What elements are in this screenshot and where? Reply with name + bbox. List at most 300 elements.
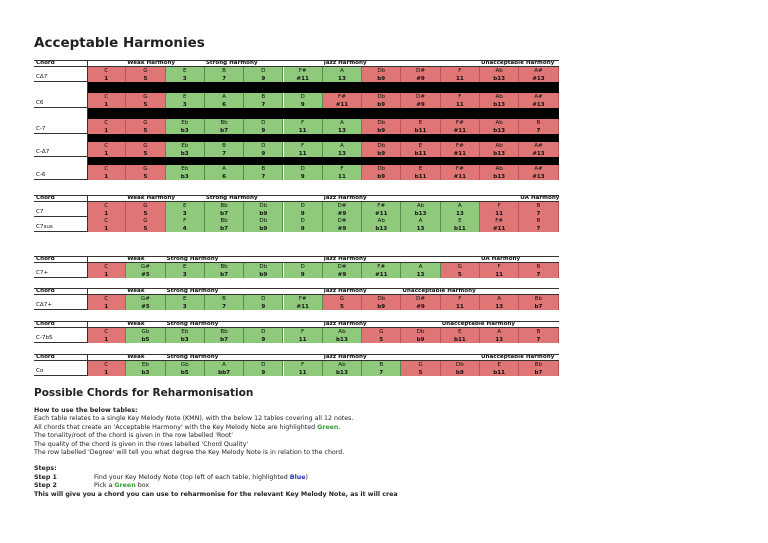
- degree: 9: [261, 75, 266, 82]
- note-name: C: [104, 218, 109, 224]
- note-name: A: [497, 296, 502, 302]
- harmony-cell: [87, 295, 126, 310]
- degree: 5: [143, 225, 148, 232]
- harmony-cell: [244, 263, 283, 278]
- degree: #9: [337, 225, 347, 232]
- degree: 9: [261, 336, 266, 343]
- harmony-cell: [166, 202, 205, 217]
- note-name: E: [458, 329, 462, 335]
- degree: 9: [261, 150, 266, 157]
- note-name: A: [222, 362, 226, 368]
- degree: b9: [259, 225, 268, 232]
- note-name: Gb: [180, 362, 189, 368]
- note-name: B: [261, 94, 266, 100]
- degree: b3: [180, 173, 189, 180]
- degree: #13: [532, 101, 545, 108]
- chord-name: C7: [34, 202, 87, 217]
- harmony-cell: [284, 165, 323, 180]
- degree: b11: [493, 369, 506, 376]
- harmony-cell: [244, 217, 283, 232]
- note-name: D: [261, 68, 266, 74]
- harmony-cell: [362, 165, 401, 180]
- degree: 5: [143, 210, 148, 217]
- degree: b13: [375, 225, 388, 232]
- harmony-cell: [441, 165, 480, 180]
- harmony-cell: [166, 165, 205, 180]
- degree: b3: [141, 369, 150, 376]
- note-name: E: [182, 68, 187, 74]
- note-name: G: [143, 120, 148, 126]
- note-name: G: [143, 166, 148, 172]
- table-border: [87, 354, 88, 376]
- note-name: B: [261, 166, 266, 172]
- degree: 1: [104, 303, 109, 310]
- harmony-cell: [205, 119, 244, 134]
- harmony-cell: [519, 263, 558, 278]
- harmony-cell: [519, 93, 558, 108]
- note-name: F: [301, 362, 305, 368]
- note-name: D#: [416, 68, 426, 74]
- note-name: E: [418, 120, 423, 126]
- degree: 7: [536, 210, 541, 217]
- harmony-cell: [87, 67, 126, 82]
- note-name: Eb: [181, 329, 189, 335]
- note-name: D#: [337, 218, 347, 224]
- harmony-cell: [87, 217, 126, 232]
- degree: b9: [259, 210, 268, 217]
- note-name: C: [104, 264, 109, 270]
- note-name: B: [536, 203, 541, 209]
- harmony-cell: [126, 165, 165, 180]
- note-name: D: [300, 203, 305, 209]
- degree: 5: [457, 271, 462, 278]
- degree: b3: [180, 336, 189, 343]
- harmony-cell: [87, 119, 126, 134]
- harmony-cell: [284, 263, 323, 278]
- note-name: Ab: [495, 68, 503, 74]
- degree: 6: [222, 173, 226, 180]
- note-name: Ab: [416, 203, 425, 209]
- note-name: D: [261, 296, 266, 302]
- degree: b3: [180, 127, 189, 134]
- note-name: G: [143, 143, 148, 149]
- how-line-1: Each table relates to a single Key Melody Note (KMN), with the below 12 tables covering all 12 notes.: [34, 415, 354, 423]
- degree: 1: [104, 173, 109, 180]
- harmony-cell: [126, 263, 165, 278]
- harmony-group-label: Strong Harmony: [205, 61, 258, 66]
- note-name: D#: [337, 203, 347, 209]
- degree: #11: [375, 271, 388, 278]
- harmony-cell: [362, 295, 401, 310]
- degree: 1: [104, 150, 109, 157]
- note-name: Ab: [377, 218, 385, 224]
- degree: b13: [493, 173, 506, 180]
- note-name: D: [300, 264, 305, 270]
- table-border: [87, 195, 88, 232]
- harmony-cell: [323, 93, 362, 108]
- degree: 9: [261, 303, 266, 310]
- harmony-cell: [244, 361, 283, 376]
- note-name: Db: [259, 264, 268, 270]
- degree: 7: [222, 75, 226, 82]
- degree: b13: [493, 101, 506, 108]
- note-name: C: [104, 296, 109, 302]
- table-border: [87, 321, 88, 343]
- degree: 7: [261, 173, 266, 180]
- harmony-cell: [519, 202, 558, 217]
- row-separator: [87, 134, 559, 142]
- note-name: D#: [416, 94, 426, 100]
- note-name: D: [300, 166, 305, 172]
- note-name: E: [418, 166, 423, 172]
- degree: #5: [141, 303, 150, 310]
- harmony-cell: [441, 263, 480, 278]
- note-name: G#: [140, 296, 150, 302]
- note-name: B: [222, 143, 226, 149]
- degree: 3: [182, 271, 187, 278]
- degree: 13: [416, 225, 425, 232]
- note-name: C: [104, 120, 109, 126]
- harmony-cell: [244, 328, 283, 343]
- note-name: F: [301, 329, 305, 335]
- chord-name: CΔ7+: [34, 295, 87, 310]
- harmony-cell: [205, 263, 244, 278]
- degree: b9: [416, 336, 425, 343]
- degree: b9: [259, 271, 268, 278]
- harmony-cell: [126, 67, 165, 82]
- how-line-2: All chords that create an 'Acceptable Harmony' with the Key Melody Note are highlighted Green.: [34, 423, 341, 431]
- harmony-cell: [519, 217, 558, 232]
- note-name: E: [182, 296, 187, 302]
- note-name: A: [340, 68, 344, 74]
- harmony-cell: [480, 361, 519, 376]
- harmony-cell: [126, 328, 165, 343]
- degree: #11: [453, 127, 467, 134]
- harmony-cell: [362, 217, 401, 232]
- degree: #11: [335, 101, 349, 108]
- harmony-cell: [205, 142, 244, 157]
- harmony-cell: [362, 93, 401, 108]
- note-name: Bb: [534, 362, 543, 368]
- degree: 1: [104, 75, 109, 82]
- note-name: F: [458, 68, 462, 74]
- degree: b9: [377, 101, 386, 108]
- degree: 11: [495, 271, 504, 278]
- degree: 9: [261, 127, 266, 134]
- step-1: Step 1 Find your Key Melody Note (top left of each table, highlighted Blue): [34, 473, 308, 481]
- degree: b11: [414, 150, 427, 157]
- harmony-cell: [87, 93, 126, 108]
- note-name: D: [300, 94, 305, 100]
- note-name: Db: [259, 203, 268, 209]
- note-name: G: [143, 68, 148, 74]
- note-name: C: [104, 166, 109, 172]
- harmony-cell: [166, 142, 205, 157]
- harmony-group-label: Strong Harmony: [166, 257, 219, 262]
- harmony-cell: [323, 165, 362, 180]
- table-chord-header: Chord: [34, 60, 87, 67]
- note-name: F#: [377, 264, 386, 270]
- note-name: D: [261, 362, 266, 368]
- degree: b5: [141, 336, 150, 343]
- harmony-cell: [87, 142, 126, 157]
- harmony-cell: [284, 202, 323, 217]
- degree: #9: [416, 101, 425, 108]
- note-name: F#: [377, 203, 386, 209]
- harmony-group-label: Unacceptable Harmony: [481, 355, 555, 360]
- harmony-cell: [519, 142, 558, 157]
- degree: 3: [182, 101, 187, 108]
- harmony-cell: [441, 142, 480, 157]
- note-name: Bb: [220, 218, 228, 224]
- degree: b13: [493, 75, 506, 82]
- degree: b7: [220, 127, 228, 134]
- harmony-cell: [480, 165, 519, 180]
- harmony-cell: [205, 295, 244, 310]
- harmony-cell: [126, 361, 165, 376]
- harmony-cell: [284, 295, 323, 310]
- note-name: G: [143, 203, 148, 209]
- harmony-cell: [205, 217, 244, 232]
- note-name: A: [418, 264, 423, 270]
- harmony-group-label: Weak Harmony: [127, 61, 176, 66]
- how-line-3: The tonality/root of the chord is given in the row labelled 'Root': [34, 432, 233, 440]
- degree: #9: [337, 271, 347, 278]
- note-name: F: [340, 166, 344, 172]
- degree: 7: [261, 101, 266, 108]
- harmony-cell: [441, 361, 480, 376]
- note-name: Ab: [495, 166, 503, 172]
- chord-name: C-Δ7: [34, 142, 87, 157]
- note-name: A: [497, 329, 502, 335]
- degree: #13: [532, 173, 545, 180]
- degree: 7: [222, 303, 226, 310]
- degree: 13: [338, 75, 346, 82]
- harmony-cell: [401, 202, 440, 217]
- degree: #11: [453, 150, 467, 157]
- harmony-cell: [166, 93, 205, 108]
- harmony-cell: [401, 361, 440, 376]
- degree: b7: [220, 271, 228, 278]
- note-name: A: [340, 120, 344, 126]
- harmony-group-label: Jazz Harmony: [323, 257, 367, 262]
- degree: 1: [104, 127, 109, 134]
- degree: #11: [375, 210, 388, 217]
- note-name: A#: [534, 94, 543, 100]
- note-name: E: [418, 143, 423, 149]
- harmony-cell: [244, 202, 283, 217]
- note-name: Db: [377, 166, 386, 172]
- degree: 9: [300, 225, 305, 232]
- how-line-4: The quality of the chord is given in the rows labelled 'Chord Quality': [34, 440, 249, 448]
- degree: b9: [377, 303, 386, 310]
- note-name: Eb: [181, 143, 189, 149]
- note-name: C: [104, 68, 109, 74]
- note-name: D: [261, 120, 266, 126]
- note-name: C: [104, 203, 109, 209]
- degree: 7: [536, 225, 541, 232]
- degree: 13: [495, 303, 504, 310]
- note-name: A#: [534, 143, 543, 149]
- note-name: Db: [416, 329, 425, 335]
- degree: b13: [493, 150, 506, 157]
- note-name: C: [104, 329, 109, 335]
- note-name: F: [301, 120, 305, 126]
- degree: 1: [104, 336, 109, 343]
- chord-name: C6: [34, 93, 87, 108]
- note-name: G: [143, 94, 148, 100]
- table-chord-header: Chord: [34, 321, 87, 328]
- note-name: D#: [416, 296, 426, 302]
- harmony-cell: [126, 202, 165, 217]
- degree: b7: [220, 210, 228, 217]
- note-name: B: [222, 68, 226, 74]
- harmony-cell: [480, 142, 519, 157]
- harmony-group-label: UA Harmony: [520, 196, 560, 201]
- degree: b9: [377, 75, 386, 82]
- chord-name: Co: [34, 361, 87, 376]
- chord-name: C7+: [34, 263, 87, 278]
- note-name: F: [497, 264, 501, 270]
- degree: 7: [536, 271, 541, 278]
- degree: 11: [298, 150, 307, 157]
- harmony-cell: [441, 93, 480, 108]
- harmony-group-label: UA Harmony: [481, 257, 521, 262]
- harmony-cell: [401, 119, 440, 134]
- degree: #11: [296, 303, 309, 310]
- degree: b9: [377, 173, 386, 180]
- harmony-cell: [401, 295, 440, 310]
- note-name: Db: [455, 362, 464, 368]
- note-name: F: [497, 203, 501, 209]
- note-name: A#: [534, 68, 543, 74]
- note-name: Bb: [220, 120, 228, 126]
- degree: b7: [534, 303, 543, 310]
- degree: b7: [220, 336, 228, 343]
- harmony-cell: [401, 263, 440, 278]
- degree: 3: [182, 210, 187, 217]
- note-name: Ab: [338, 362, 346, 368]
- note-name: F#: [455, 120, 464, 126]
- degree: 11: [495, 210, 504, 217]
- chord-name: C-7b5: [34, 328, 87, 343]
- harmony-cell: [166, 328, 205, 343]
- harmony-cell: [126, 142, 165, 157]
- harmony-cell: [362, 119, 401, 134]
- harmony-group-label: Jazz Harmony: [323, 289, 367, 294]
- note-name: B: [536, 264, 541, 270]
- note-name: F#: [337, 94, 346, 100]
- steps-heading: Steps:: [34, 465, 57, 473]
- harmony-cell: [480, 119, 519, 134]
- degree: #13: [532, 150, 545, 157]
- section-title: Possible Chords for Reharmonisation: [34, 387, 254, 399]
- degree: 9: [300, 101, 305, 108]
- chord-name: C7sus: [34, 217, 87, 232]
- degree: b9: [377, 127, 386, 134]
- note-name: Bb: [534, 296, 543, 302]
- note-name: A: [222, 94, 226, 100]
- note-name: Bb: [220, 203, 228, 209]
- table-border: [87, 60, 88, 180]
- note-name: C: [104, 94, 109, 100]
- note-name: G: [143, 218, 148, 224]
- degree: 1: [104, 225, 109, 232]
- degree: 1: [104, 369, 109, 376]
- degree: 5: [379, 336, 384, 343]
- degree: 5: [418, 369, 423, 376]
- how-line-5: The row labelled 'Degree' will tell you what degree the Key Melody Note is in relation to the chord.: [34, 449, 345, 457]
- degree: b13: [493, 127, 506, 134]
- harmony-cell: [323, 328, 362, 343]
- how-heading: How to use the below tables:: [34, 407, 138, 414]
- note-name: A#: [534, 166, 543, 172]
- chord-name: CΔ7: [34, 67, 87, 82]
- steps-final: This will give you a chord you can use to reharmonise for the relevant Key Melody Note, as it will crea: [34, 490, 398, 498]
- note-name: Db: [377, 120, 386, 126]
- harmony-cell: [519, 67, 558, 82]
- note-name: Ab: [495, 143, 503, 149]
- degree: 7: [379, 369, 384, 376]
- harmony-cell: [323, 142, 362, 157]
- harmony-cell: [205, 328, 244, 343]
- harmony-cell: [284, 93, 323, 108]
- note-name: F#: [455, 143, 464, 149]
- harmony-cell: [362, 328, 401, 343]
- note-name: A: [457, 203, 462, 209]
- chord-name: C-6: [34, 165, 87, 180]
- degree: 13: [455, 210, 464, 217]
- degree: 9: [261, 369, 266, 376]
- note-name: Ab: [495, 120, 503, 126]
- degree: 11: [455, 303, 464, 310]
- harmony-cell: [362, 202, 401, 217]
- harmony-group-label: Jazz Harmony: [323, 61, 367, 66]
- note-name: Db: [377, 94, 386, 100]
- harmony-cell: [441, 202, 480, 217]
- harmony-cell: [480, 328, 519, 343]
- degree: b11: [414, 127, 427, 134]
- note-name: F#: [455, 166, 464, 172]
- degree: 13: [338, 127, 346, 134]
- degree: 11: [455, 75, 464, 82]
- harmony-cell: [441, 295, 480, 310]
- harmony-cell: [480, 93, 519, 108]
- harmony-cell: [362, 142, 401, 157]
- harmony-cell: [205, 165, 244, 180]
- degree: #11: [296, 75, 309, 82]
- note-name: F: [458, 296, 462, 302]
- degree: 9: [300, 210, 305, 217]
- degree: 11: [455, 101, 464, 108]
- harmony-cell: [166, 361, 205, 376]
- degree: 5: [143, 101, 148, 108]
- harmony-group-label: Strong Harmony: [166, 289, 219, 294]
- degree: b13: [336, 369, 348, 376]
- harmony-cell: [362, 67, 401, 82]
- note-name: Eb: [181, 166, 189, 172]
- harmony-cell: [166, 295, 205, 310]
- note-name: D: [261, 143, 266, 149]
- harmony-cell: [244, 295, 283, 310]
- harmony-cell: [323, 119, 362, 134]
- harmony-cell: [519, 328, 558, 343]
- degree: #13: [532, 75, 545, 82]
- harmony-cell: [244, 142, 283, 157]
- harmony-cell: [126, 217, 165, 232]
- instructions: [34, 407, 734, 499]
- harmony-cell: [480, 67, 519, 82]
